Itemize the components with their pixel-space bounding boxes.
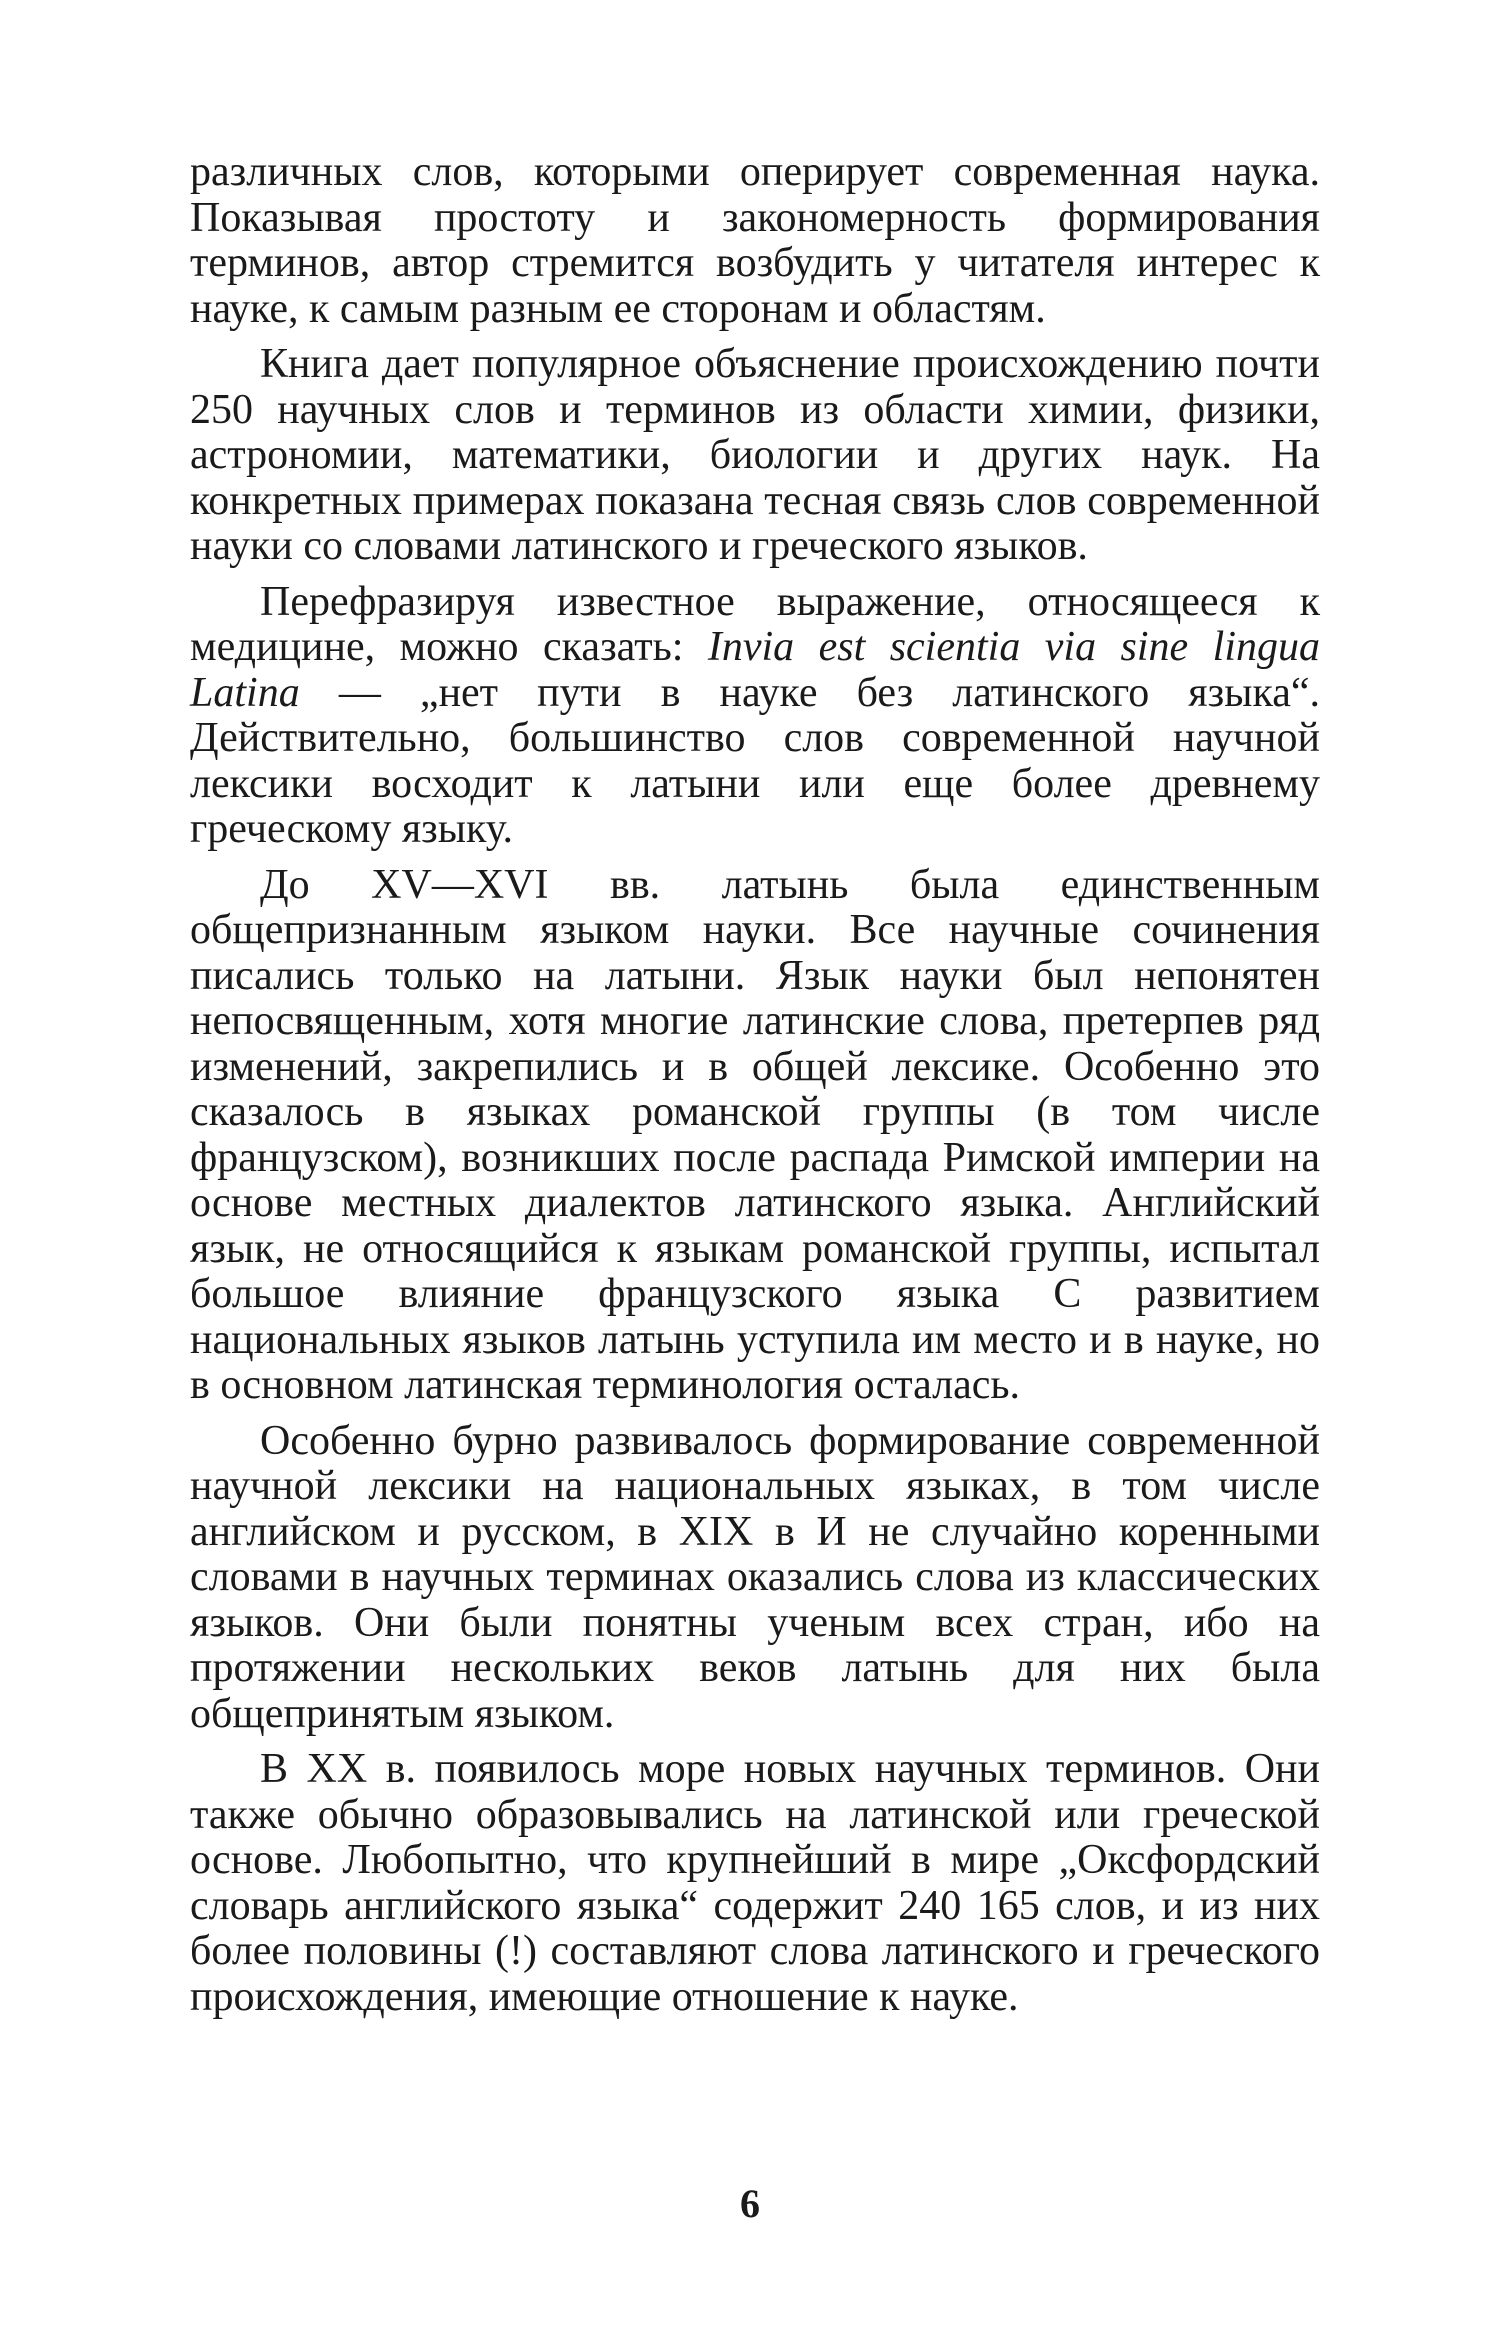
paragraph-twentieth-century: В XX в. появилось море новых научных терминов. Они также обычно образовывались на латинской или греческой основе. Любопытно, что крупнейший в мире „Оксфордский словарь английского языка“ содержит 240 165 слов, и из них более половины (!) составляют слова латинского и греческого происхождения, имеющие отношение к науке. [190, 1746, 1320, 2020]
paragraph-national-languages: Особенно бурно развивалось формирование современной научной лексики на национальных языках, в том числе английском и русском, в XIX в И не случайно коренными словами в научных терминах оказались слова из классических языков. Они были понятны ученым всех стран, ибо на протяжении нескольких веков латынь для них была общепринятым языком. [190, 1417, 1320, 1737]
paragraph-latin-history: До XV—XVI вв. латынь была единственным общепризнанным языком науки. Все научные сочинения писались только на латыни. Язык науки был непонятен непосвященным, хотя многие латинские слова, претерпев ряд изменений, закрепились и в общей лексике. Особенно это сказалось в языках романской группы (в том числе французском), возникших после распада Римской империи на основе местных диалектов латинского языка. Английский язык, не относящийся к языкам романской группы, испытал большое влияние французского языка С развитием национальных языков латынь уступила им место и в науке, но в основном латинская терминология осталась. [190, 861, 1320, 1408]
paragraph-continuation: различных слов, которыми оперирует современная наука. Показывая простоту и закономерность формирования терминов, автор стремится возбудить у читателя интерес к науке, к самым разным ее сторонам и областям. [190, 149, 1320, 332]
latin-saying-translation: — „нет пути в науке без латинского языка“. Действительно, большинство слов современной научной лексики восходит к латыни или еще более древнему греческому языку. [190, 669, 1320, 852]
page-number: 6 [740, 2181, 760, 2226]
paragraph-book-description: Книга дает популярное объяснение происхождению почти 250 научных слов и терминов из области химии, физики, астрономии, математики, биологии и других наук. На конкретных примерах показана тесная связь слов современной науки со словами латинского и греческого языков. [190, 341, 1320, 569]
body-text [190, 150, 1320, 2030]
latin-saying-lead: Перефразируя известное выражение, относящееся к медицине, можно сказать: [190, 578, 1320, 670]
paragraph-latin-saying [190, 580, 1320, 853]
latin-quote: Invia est scientia via sine lingua Latina [190, 624, 1320, 716]
